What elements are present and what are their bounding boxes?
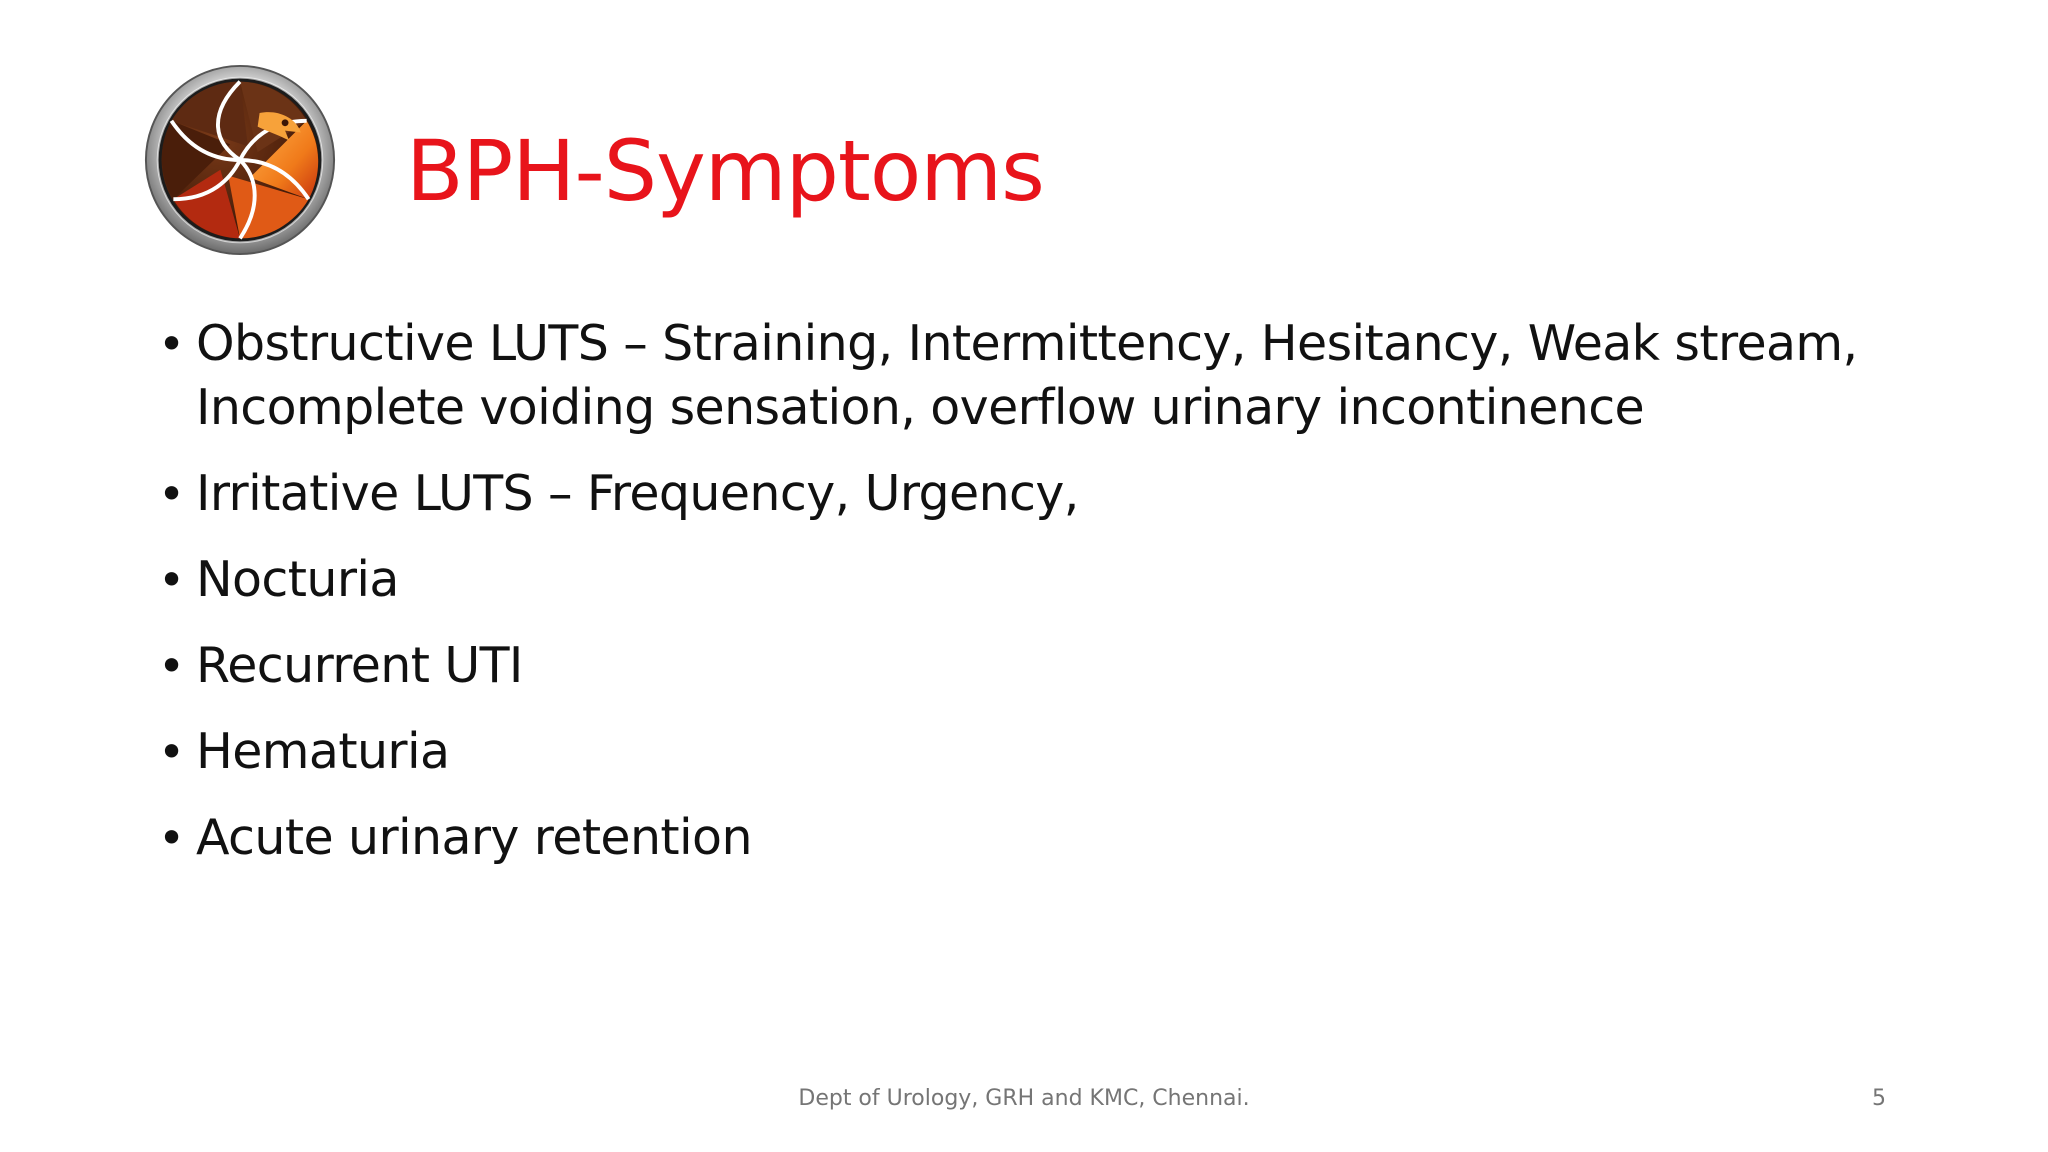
bullet-text: Acute urinary retention: [196, 809, 752, 866]
bullet-dot: •: [158, 811, 185, 865]
bullet-item: [152, 806, 1912, 870]
slide-footer: Dept of Urology, GRH and KMC, Chennai.: [798, 1086, 1250, 1111]
bullet-item: [152, 720, 1912, 784]
bullet-text: Irritative LUTS – Frequency, Urgency,: [196, 465, 1079, 522]
slide-number: 5: [1872, 1086, 1886, 1111]
bullet-text: Recurrent UTI: [196, 637, 523, 694]
bullet-item: [152, 548, 1912, 612]
bullet-dot: •: [158, 725, 185, 779]
bullet-dot: •: [158, 639, 185, 693]
bullet-text: Obstructive LUTS – Straining, Intermittency, Hesitancy, Weak stream, Incomplete voiding sensation, overflow urinary incontinence: [196, 315, 1858, 436]
bullet-item: [152, 462, 1912, 526]
bullet-text: Nocturia: [196, 551, 399, 608]
bullet-text: Hematuria: [196, 723, 450, 780]
hawk-aperture-logo-icon: [142, 62, 338, 258]
bullet-item: [152, 634, 1912, 698]
slide-title: BPH-Symptoms: [406, 122, 1044, 220]
bullet-dot: •: [158, 317, 185, 371]
bullet-dot: •: [158, 467, 185, 521]
bullet-item: [152, 312, 1912, 440]
bullet-list: [152, 312, 1912, 892]
bullet-dot: •: [158, 553, 185, 607]
